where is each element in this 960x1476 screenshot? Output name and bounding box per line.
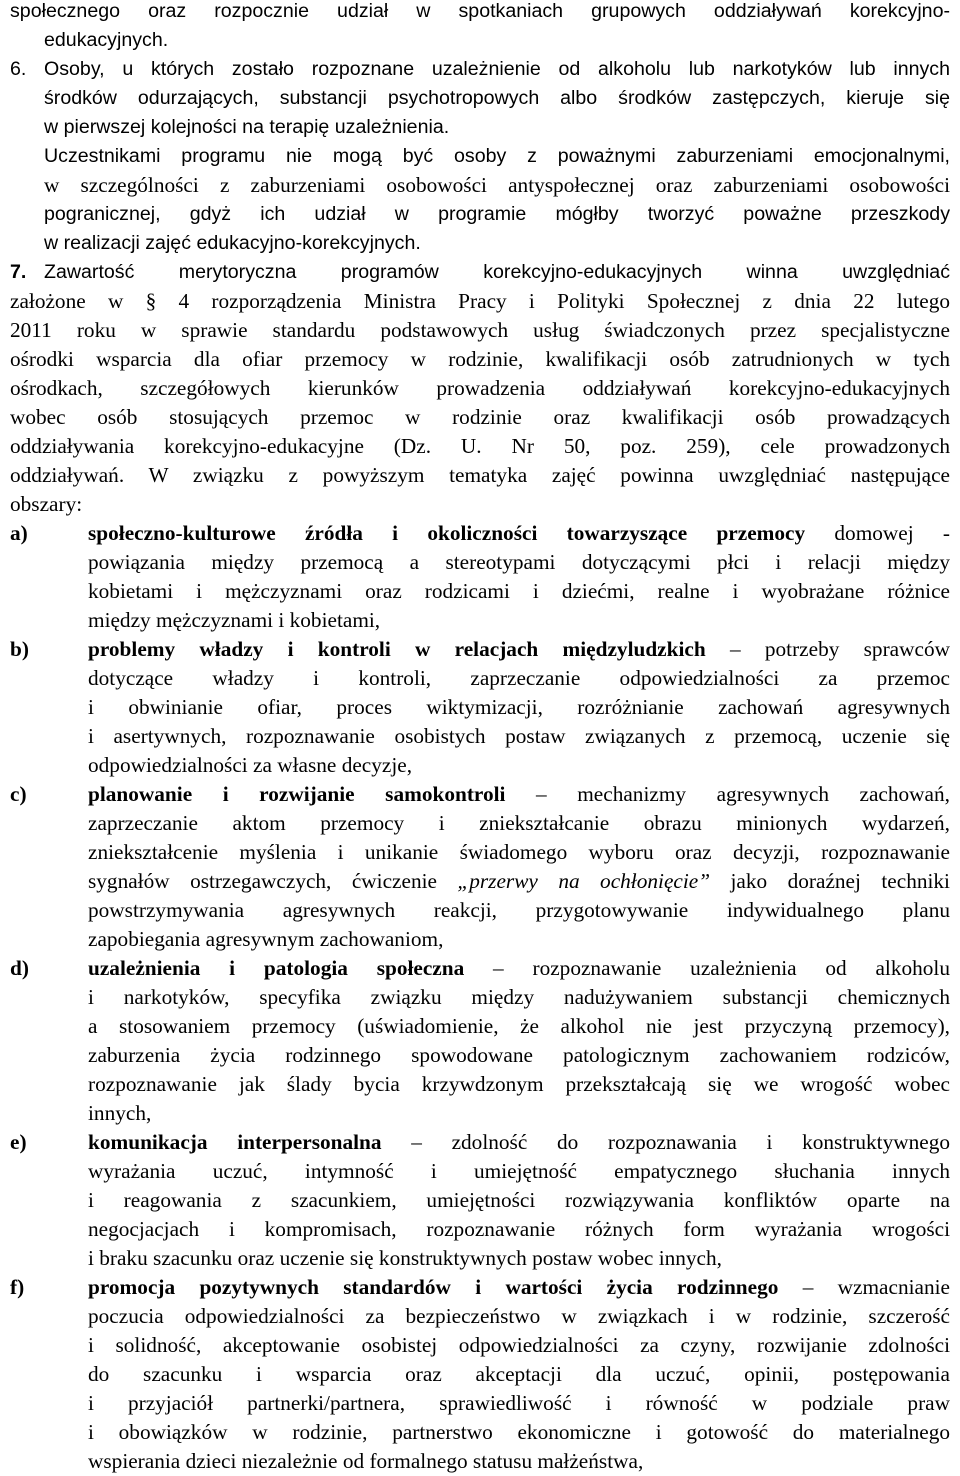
- list-item-text-line: zapobiegania agresywnym zachowaniom,: [88, 927, 444, 951]
- list-item-title: komunikacja interpersonalna: [88, 1130, 382, 1154]
- body-text-line: ośrodki wsparcia dla ofiar przemocy w rodzinie, kwalifikacji osób zatrudnionych w tych: [10, 347, 950, 371]
- list-item-label: b): [10, 637, 29, 661]
- list-item-text-line: kobietami i mężczyznami oraz rodzicami i dziećmi, realne i wyobrażane różnice: [88, 579, 950, 603]
- section-number: 6.: [10, 58, 27, 80]
- body-text-line: obszary:: [10, 492, 83, 516]
- italic-phrase: „przerwy na ochłonięcie”: [457, 869, 711, 893]
- list-item-first-line: [88, 519, 950, 548]
- list-item-text: – potrzeby sprawców: [705, 637, 950, 661]
- list-item-text-line: i braku szacunku oraz uczenie się konstruktywnych postaw wobec innych,: [88, 1246, 722, 1270]
- list-item-text-line: i solidność, akceptowanie osobistej odpowiedzialności za czyny, rozwijanie zdolności: [88, 1333, 950, 1357]
- body-text-line: w pierwszej kolejności na terapię uzależnienia.: [44, 116, 450, 138]
- list-item-title: problemy władzy i kontroli w relacjach międzyludzkich: [88, 637, 706, 661]
- list-item-first-line: [88, 954, 950, 983]
- list-item-text: – mechanizmy agresywnych zachowań,: [505, 782, 950, 806]
- list-item-label: d): [10, 956, 29, 980]
- list-item-text-line: i przyjaciół partnerki/partnera, sprawiedliwość i równość w podziale praw: [88, 1391, 950, 1415]
- list-item-text-line: do szacunku i wsparcia oraz akceptacji dla uczuć, opinii, postępowania: [88, 1362, 950, 1386]
- list-item-text-line: poczucia odpowiedzialności za bezpieczeństwo w związkach i w rodzinie, szczerość: [88, 1304, 950, 1328]
- list-item-title: społeczno-kulturowe źródła i okoliczności towarzyszące przemocy: [88, 521, 806, 545]
- list-item-label: a): [10, 521, 28, 545]
- body-text-line: Zawartość merytoryczna programów korekcyjno-edukacyjnych winna uwzględniać: [44, 261, 950, 283]
- body-text-line: edukacyjnych.: [44, 29, 169, 51]
- list-item-text-line: innych,: [88, 1101, 152, 1125]
- body-text-line: pogranicznej, gdyż ich udział w programie mógłby tworzyć poważne przeszkody: [44, 203, 950, 225]
- list-item-first-line: [88, 780, 950, 809]
- body-text-line: społecznego oraz rozpocznie udział w spotkaniach grupowych oddziaływań korekcyjno-: [10, 0, 950, 22]
- list-item-first-line: [88, 1273, 950, 1302]
- body-text-line: Uczestnikami programu nie mogą być osoby z poważnymi zaburzeniami emocjonalnymi,: [44, 145, 950, 167]
- body-text-line: w realizacji zajęć edukacyjno-korekcyjnych.: [44, 232, 421, 254]
- list-item-text-line: i narkotyków, specyfika związku między nadużywaniem substancji chemicznych: [88, 985, 950, 1009]
- list-item-text-line: rozpoznawanie jak ślady bycia krzywdzonym przekształcają się we wrogość wobec: [88, 1072, 950, 1096]
- list-item-text-line: powiązania między przemocą a stereotypami dotyczącymi płci i relacji między: [88, 550, 950, 574]
- list-item-text-line: i reagowania z szacunkiem, umiejętności rozwiązywania konfliktów oparte na: [88, 1188, 950, 1212]
- list-item-text-line: zaprzeczanie aktom przemocy i zniekształcanie obrazu minionych wydarzeń,: [88, 811, 950, 835]
- list-item-text-line: między mężczyznami i kobietami,: [88, 608, 381, 632]
- body-text-line: 2011 roku w sprawie standardu podstawowych usług świadczonych przez specjalistyczne: [10, 318, 950, 342]
- list-item-text-line: wyrażania uczuć, intymność i umiejętność empatycznego słuchania innych: [88, 1159, 950, 1183]
- list-item-text: – zdolność do rozpoznawania i konstruktywnego: [381, 1130, 950, 1154]
- list-item-label: c): [10, 782, 27, 806]
- list-item-text-line: negocjacjach i kompromisach, rozpoznawanie różnych form wyrażania wrogości: [88, 1217, 950, 1241]
- list-item-text-line: i asertywnych, rozpoznawanie osobistych postaw związanych z przemocą, uczenie się: [88, 724, 950, 748]
- list-item-text-line: zaburzenia życia rodzinnego spowodowane patologicznym zachowaniem rodziców,: [88, 1043, 950, 1067]
- body-text-line: założone w § 4 rozporządzenia Ministra Pracy i Polityki Społecznej z dnia 22 lutego: [10, 289, 950, 313]
- list-item-first-line: [88, 1128, 950, 1157]
- list-item-text-line: powstrzymywania agresywnych reakcji, przygotowywanie indywidualnego planu: [88, 898, 950, 922]
- body-text-line: ośrodkach, szczegółowych kierunków prowadzenia oddziaływań korekcyjno-edukacyjnych: [10, 376, 950, 400]
- list-item-title: planowanie i rozwijanie samokontroli: [88, 782, 506, 806]
- list-item-text: – rozpoznawanie uzależnienia od alkoholu: [464, 956, 950, 980]
- list-item-text-line: a stosowaniem przemocy (uświadomienie, że alkohol nie jest przyczyną przemocy),: [88, 1014, 950, 1038]
- body-text-line: Osoby, u których zostało rozpoznane uzależnienie od alkoholu lub narkotyków lub innych: [44, 58, 950, 80]
- list-item-text-line: odpowiedzialności za własne decyzje,: [88, 753, 413, 777]
- list-item-text-line: zniekształcenie myślenia i unikanie świadomego wyboru oraz decyzji, rozpoznawanie: [88, 840, 950, 864]
- body-text-line: wobec osób stosujących przemoc w rodzinie oraz kwalifikacji osób prowadzących: [10, 405, 950, 429]
- list-item-text: – wzmacnianie: [778, 1275, 950, 1299]
- list-item-text-line: dotyczące władzy i kontroli, zaprzeczanie odpowiedzialności za przemoc: [88, 666, 950, 690]
- list-item-text-line: i obwinianie ofiar, proces wiktymizacji, rozróżnianie zachowań agresywnych: [88, 695, 950, 719]
- body-text-line: w szczególności z zaburzeniami osobowości antyspołecznej oraz zaburzeniami osobowości: [44, 173, 950, 197]
- body-text-line: oddziaływania korekcyjno-edukacyjne (Dz. U. Nr 50, poz. 259), cele prowadzonych: [10, 434, 950, 458]
- list-item-text-line: i obowiązków w rodzinie, partnerstwo ekonomiczne i gotowość do materialnego: [88, 1420, 950, 1444]
- list-item-label: f): [10, 1275, 25, 1299]
- list-item-title: promocja pozytywnych standardów i wartości życia rodzinnego: [88, 1275, 779, 1299]
- body-text-line: oddziaływań. W związku z powyższym tematyka zajęć powinna uwzględniać następujące: [10, 463, 950, 487]
- section-number: 7.: [10, 261, 27, 283]
- list-item-text-line: sygnałów ostrzegawczych, ćwiczenie „przerwy na ochłonięcie” jako doraźnej techniki: [88, 869, 950, 893]
- list-item-text-line: wspierania dzieci niezależnie od formalnego statusu małżeństwa,: [88, 1449, 644, 1473]
- body-text-line: środków odurzających, substancji psychotropowych albo środków zastępczych, kieruje się: [44, 87, 950, 109]
- list-item-label: e): [10, 1130, 27, 1154]
- list-item-title: uzależnienia i patologia społeczna: [88, 956, 465, 980]
- list-item-text: domowej -: [805, 521, 950, 545]
- list-item-first-line: [88, 635, 950, 664]
